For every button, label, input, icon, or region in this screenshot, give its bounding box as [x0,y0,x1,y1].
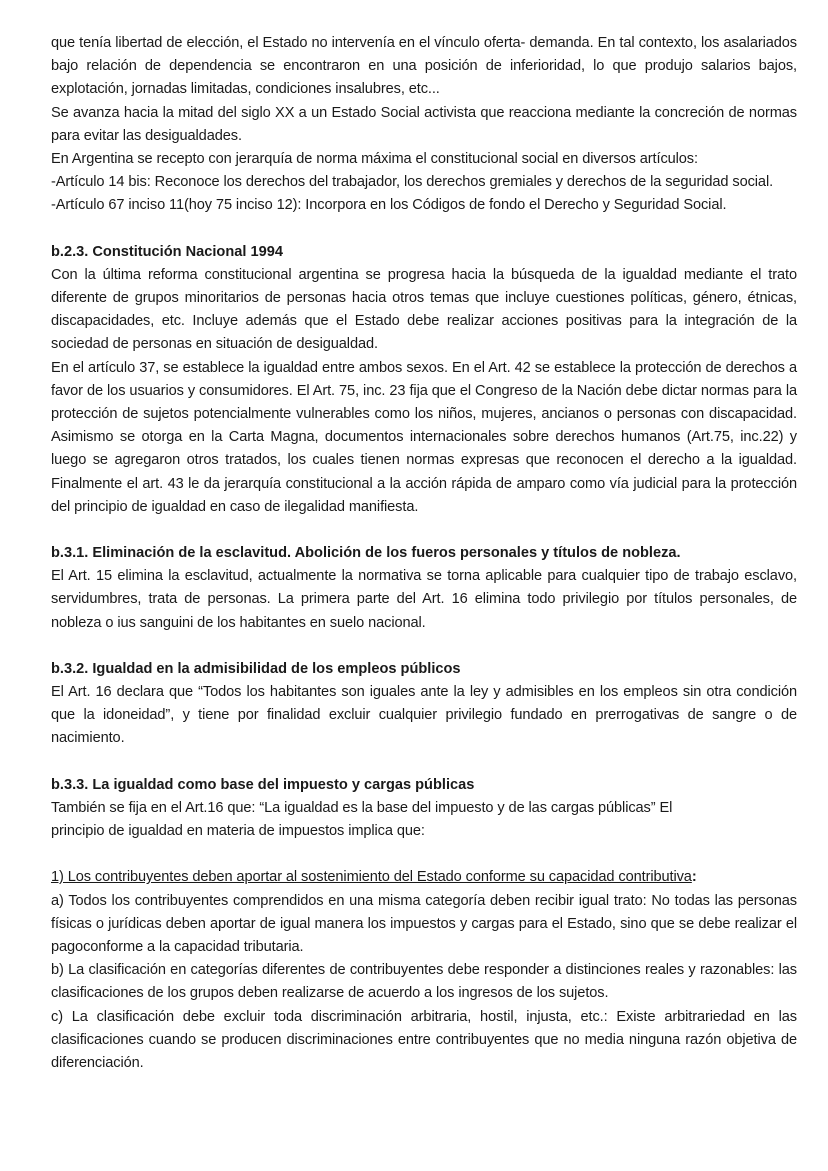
section-b31 [51,542,797,635]
spacer [51,218,797,241]
list-item-c: c) La clasificación debe excluir toda discriminación arbitraria, hostil, injusta, etc.: Existe arbitrariedad en las clasificaciones cuando se producen discriminaciones entre contribuyentes que no media ninguna razón objetiva de diferenciación. [51,1008,797,1071]
section-heading: b.2.3. Constitución Nacional 1994 [51,243,283,260]
list-item-b: b) La clasificación en categorías diferentes de contribuyentes debe responder a distinciones reales y razonables: las clasificaciones de los grupos deben realizarse de acuerdo a los ingresos de los sujetos. [51,962,797,1002]
section-heading: b.3.3. La igualdad como base del impuesto y cargas públicas [51,776,475,793]
paragraph-liberal-state: que tenía libertad de elección, el Estado no intervenía en el vínculo oferta- demanda. En tal contexto, los asalariados bajo relación de dependencia se encontraron en una posición de inferioridad, lo que produjo salarios bajos, explotación, jornadas limitadas, condiciones insalubres, etc... [51,35,797,98]
spacer [51,635,797,658]
spacer [51,519,797,542]
paragraph-tax-line-1: También se fija en el Art.16 que: “La igualdad es la base del impuesto y de las cargas públicas” El [51,799,673,816]
intro-block [51,32,797,218]
list-item-a: a) Todos los contribuyentes comprendidos en una misma categoría deben recibir igual trato: No todas las personas físicas o jurídicas deben aportar de igual manera los impuestos y cargas para el Estado, sino que se debe realizar el pagoconforme a la capacidad tributaria. [51,892,797,955]
section-b32 [51,658,797,751]
paragraph-article-67: -Artículo 67 inciso 11(hoy 75 inciso 12): Incorpora en los Códigos de fondo el Derecho y Seguridad Social. [51,197,727,214]
paragraph-tax-line-2: principio de igualdad en materia de impuestos implica que: [51,823,425,840]
list-item-title-text: 1) Los contribuyentes deben aportar al sostenimiento del Estado conforme su capacidad contributiva [51,869,692,886]
spacer [51,751,797,774]
paragraph-articles-37-43: En el artículo 37, se establece la igualdad entre ambos sexos. En el Art. 42 se establece la protección de derechos a favor de los usuarios y consumidores. El Art. 75, inc. 23 fija que el Congreso de la Nación debe dictar normas para la protección de sujetos potencialmente vulnerables como los niños, mujeres, ancianos o personas con discapacidad. Asimismo se otorga en la Carta Magna, documentos internacionales sobre derechos humanos (Art.75, inc.22) y luego se agregaron otros tratados, los cuales tienen normas expresas que reconocen el derecho a la igualdad. Finalmente el art. 43 le da jerarquía constitucional a la acción rápida de amparo como vía judicial para la protección del principio de igualdad en caso de ilegalidad manifiesta. [51,359,797,515]
spacer [51,843,797,866]
paragraph-article-14bis: -Artículo 14 bis: Reconoce los derechos del trabajador, los derechos gremiales y derechos de la seguridad social. [51,174,774,191]
list-item-title-colon: : [691,869,697,886]
section-heading: b.3.1. Eliminación de la esclavitud. Abolición de los fueros personales y títulos de nobleza. [51,545,681,562]
section-b33 [51,774,797,1075]
paragraph-reform-1994: Con la última reforma constitucional argentina se progresa hacia la búsqueda de la igualdad mediante el trato diferente de grupos minoritarios de personas hacia otros temas que incluye cuestiones políticas, género, étnicas, discapacidades, etc. Incluye además que el Estado debe realizar acciones positivas para la integración de la sociedad de personas en situación de desigualdad. [51,266,797,353]
section-heading: b.3.2. Igualdad en la admisibilidad de los empleos públicos [51,660,461,677]
paragraph-social-state: Se avanza hacia la mitad del siglo XX a un Estado Social activista que reacciona mediante la concreción de normas para evitar las desigualdades. [51,104,797,144]
paragraph-slavery: El Art. 15 elimina la esclavitud, actualmente la normativa se torna aplicable para cualquier tipo de trabajo esclavo, servidumbres, trata de personas. La primera parte del Art. 16 elimina todo privilegio por títulos personales, de nobleza o ius sanguini de los habitantes en suelo nacional. [51,568,797,631]
paragraph-argentina: En Argentina se recepto con jerarquía de norma máxima el constitucional social en diversos artículos: [51,151,698,168]
list-item-title [51,866,797,889]
paragraph-public-employment: El Art. 16 declara que “Todos los habitantes son iguales ante la ley y admisibles en los empleos sin otra condición que la idoneidad”, y tiene por finalidad excluir cualquier privilegio fundado en prerrogativas de sangre o de nacimiento. [51,684,797,747]
section-b23 [51,241,797,519]
